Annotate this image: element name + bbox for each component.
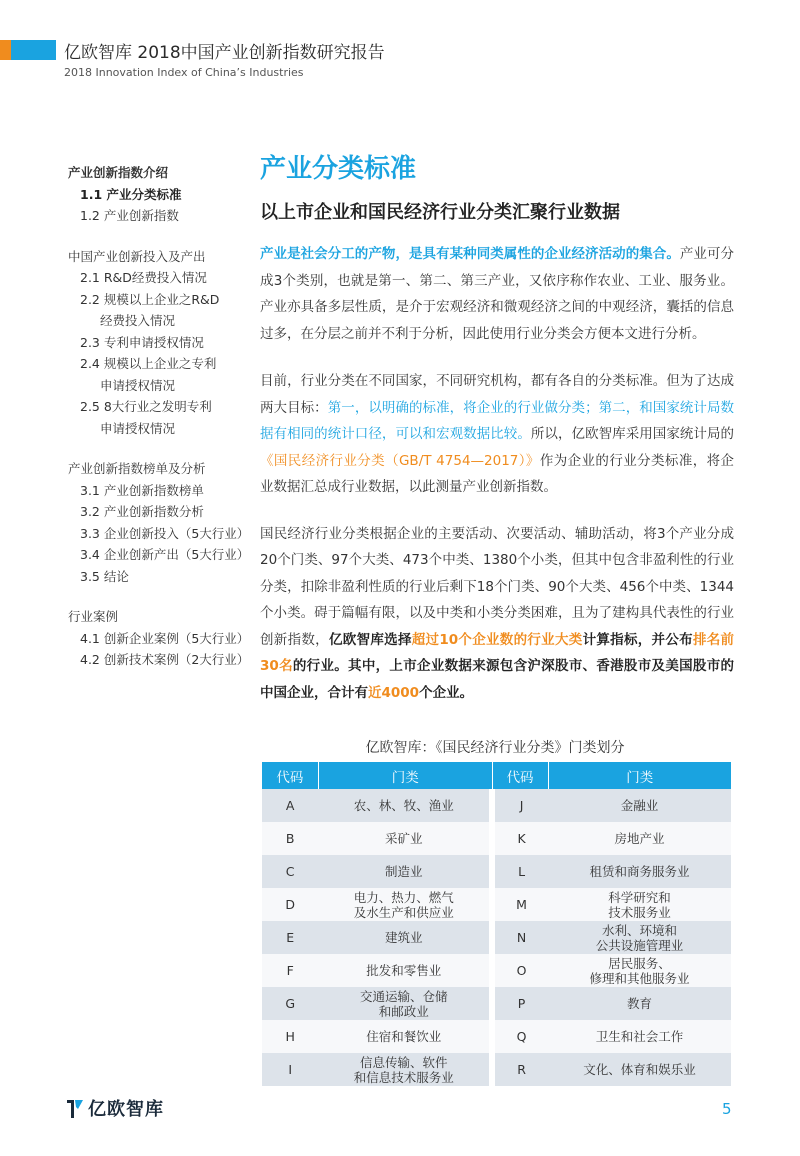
table-row	[262, 1053, 731, 1086]
toc-item-3-2[interactable]: 3.2 产业创新指数分析	[80, 504, 204, 519]
toc-item-4-2[interactable]: 4.2 创新技术案例（2大行业）	[80, 652, 250, 667]
table-caption: 亿欧智库：《国民经济行业分类》门类划分	[365, 740, 625, 756]
paragraph-2	[260, 368, 734, 501]
paragraph-3-highlight-2: 排名前30名	[260, 631, 735, 674]
table-row	[262, 888, 731, 921]
table-row	[262, 1020, 731, 1053]
toc-section-3	[68, 458, 248, 587]
cell-code: C	[262, 855, 318, 888]
paragraph-2-text-a: 目前，行业分类在不同国家，不同研究机构，都有各自的分类标准。但为了达成两大目标：	[260, 373, 734, 416]
toc-section-2	[68, 246, 248, 440]
cell-code: N	[492, 921, 548, 954]
toc-section-1	[68, 162, 248, 227]
section-subtitle: 以上市企业和国民经济行业分类汇聚行业数据	[260, 202, 620, 223]
cell-code: Q	[492, 1020, 548, 1053]
paragraph-2-text-b: 所以，亿欧智库采用国家统计局的	[530, 426, 735, 442]
paragraph-3-bold-4: 个企业。	[419, 684, 474, 701]
toc-section-4	[68, 606, 248, 671]
cell-code: O	[492, 954, 548, 987]
toc-item-2-2-cont[interactable]: 经费投入情况	[100, 313, 176, 328]
report-subtitle: 2018 Innovation Index of China’s Industries	[64, 66, 304, 79]
cell-category: 批发和零售业	[318, 954, 492, 987]
paragraph-1-highlight: 产业是社会分工的产物，是具有某种同类属性的企业经济活动的集合。	[260, 246, 680, 262]
toc-item-4-1[interactable]: 4.1 创新企业案例（5大行业）	[80, 630, 250, 646]
table-row	[262, 987, 731, 1020]
cell-code: R	[492, 1053, 548, 1086]
cell-code: H	[262, 1020, 318, 1053]
cell-category: 水利、环境和 公共设施管理业	[548, 921, 731, 954]
cell-code: P	[492, 987, 548, 1020]
cell-category: 住宿和餐饮业	[318, 1020, 492, 1053]
paragraph-1-text: 产业可分成3个类别，也就是第一、第二、第三产业，又依序称作农业、工业、服务业。产业亦具备多层性质，是介于宏观经济和微观经济之间的中观经济，囊括的信息过多，在分层之前并不利于分析，因此使用行业分类会方便本文进行分析。	[260, 246, 735, 342]
cell-code: I	[262, 1053, 318, 1086]
cell-category: 采矿业	[318, 822, 492, 855]
cell-category: 电力、热力、燃气 及水生产和供应业	[318, 888, 492, 921]
cell-category: 建筑业	[318, 921, 492, 954]
cell-category: 交通运输、仓储 和邮政业	[318, 987, 492, 1020]
main-content	[260, 150, 734, 706]
toc-item-2-2[interactable]: 2.2 规模以上企业之R&D	[80, 291, 220, 307]
col-header-code: 代码	[492, 762, 548, 789]
toc-item-3-4[interactable]: 3.4 企业创新产出（5大行业）	[80, 547, 250, 562]
cell-category: 信息传输、软件 和信息技术服务业	[318, 1053, 492, 1086]
cell-category: 教育	[548, 987, 731, 1020]
table-row	[262, 855, 731, 888]
paragraph-3	[260, 521, 734, 707]
industry-category-table	[262, 762, 731, 1086]
toc-heading[interactable]: 产业创新指数榜单及分析	[68, 461, 206, 476]
section-title: 产业分类标准	[260, 154, 417, 184]
toc-heading[interactable]: 产业创新指数介绍	[68, 165, 169, 180]
brand-logo	[66, 1095, 164, 1121]
toc-item-1-1[interactable]: 1.1 产业分类标准	[80, 186, 182, 202]
cell-code: J	[492, 789, 548, 822]
toc-item-3-3[interactable]: 3.3 企业创新投入（5大行业）	[80, 525, 250, 541]
cell-code: L	[492, 855, 548, 888]
toc-item-2-1[interactable]: 2.1 R&D经费投入情况	[80, 270, 207, 285]
paragraph-2-text-c: 作为企业的行业分类标准，将企业数据汇总成行业数据，以此测量产业创新指数。	[260, 452, 735, 495]
toc-item-2-3[interactable]: 2.3 专利申请授权情况	[80, 334, 204, 350]
toc-item-2-4[interactable]: 2.4 规模以上企业之专利	[80, 356, 217, 371]
cell-code: B	[262, 822, 318, 855]
table-row	[262, 954, 731, 987]
paragraph-3-bold-3: 的行业。其中，上市企业数据来源包含沪深股市、香港股市及美国股市的中国企业，合计有	[260, 658, 734, 701]
cell-category: 制造业	[318, 855, 492, 888]
table-row	[262, 822, 731, 855]
cell-code: K	[492, 822, 548, 855]
toc-item-2-5-cont[interactable]: 申请授权情况	[100, 420, 176, 436]
table-header-row	[262, 762, 731, 789]
cell-category: 文化、体育和娱乐业	[548, 1053, 731, 1086]
cell-category: 农、林、牧、渔业	[318, 789, 492, 822]
cell-category: 科学研究和 技术服务业	[548, 888, 731, 921]
cell-code: D	[262, 888, 318, 921]
cell-code: G	[262, 987, 318, 1020]
page-number: 5	[722, 1100, 732, 1118]
paragraph-3-bold-1: 亿欧智库选择	[328, 631, 412, 648]
col-header-category: 门类	[318, 762, 492, 789]
cell-category: 卫生和社会工作	[548, 1020, 731, 1053]
cell-code: F	[262, 954, 318, 987]
toc-item-2-4-cont[interactable]: 申请授权情况	[100, 377, 176, 393]
cell-code: E	[262, 921, 318, 954]
logo-text: 亿欧智库	[88, 1099, 164, 1120]
paragraph-3-highlight-3: 近4000	[368, 684, 420, 701]
table-row	[262, 921, 731, 954]
paragraph-3-text-a: 国民经济行业分类根据企业的主要活动、次要活动、辅助活动，将3个产业分成20个门类、97个大类、473个中类、1380个小类，但其中包含非盈利性的行业分类，扣除非盈利性质的行业后剩下18个门类、90个大类、456个中类、1344个小类。碍于篇幅有限，以及中类和小类分类困难，且为了建构具代表性的行业创新指数，	[260, 525, 734, 648]
paragraph-3-highlight-1: 超过10个企业数的行业大类	[411, 631, 583, 648]
toc-item-3-5[interactable]: 3.5 结论	[80, 568, 129, 584]
col-header-code: 代码	[262, 762, 318, 789]
toc-item-2-5[interactable]: 2.5 8大行业之发明专利	[80, 399, 212, 414]
toc-item-1-2[interactable]: 1.2 产业创新指数	[80, 208, 179, 223]
cell-code: M	[492, 888, 548, 921]
report-title: 亿欧智库 2018中国产业创新指数研究报告	[64, 43, 385, 63]
header-accent-blue	[11, 40, 56, 60]
toc-item-3-1[interactable]: 3.1 产业创新指数榜单	[80, 482, 204, 498]
table-body	[262, 789, 731, 1086]
cell-category: 房地产业	[548, 822, 731, 855]
logo-mark-icon	[66, 1097, 84, 1119]
cell-code: A	[262, 789, 318, 822]
cell-category: 金融业	[548, 789, 731, 822]
cell-category: 居民服务、 修理和其他服务业	[548, 954, 731, 987]
paragraph-1	[260, 241, 734, 347]
paragraph-2-goals: 第一，以明确的标准，将企业的行业做分类；第二，和国家统计局数据有相同的统计口径，可以和宏观数据比较。	[260, 399, 735, 442]
col-header-category: 门类	[548, 762, 731, 789]
cell-category: 租赁和商务服务业	[548, 855, 731, 888]
table-row	[262, 789, 731, 822]
paragraph-2-standard: 《国民经济行业分类（GB/T 4754—2017）》	[260, 452, 540, 469]
toc-heading[interactable]: 中国产业创新投入及产出	[68, 248, 206, 264]
toc-heading[interactable]: 行业案例	[68, 609, 119, 624]
paragraph-3-bold-2: 计算指标，并公布	[582, 631, 693, 648]
table-of-contents	[68, 162, 248, 671]
header-accent-orange	[0, 40, 11, 60]
